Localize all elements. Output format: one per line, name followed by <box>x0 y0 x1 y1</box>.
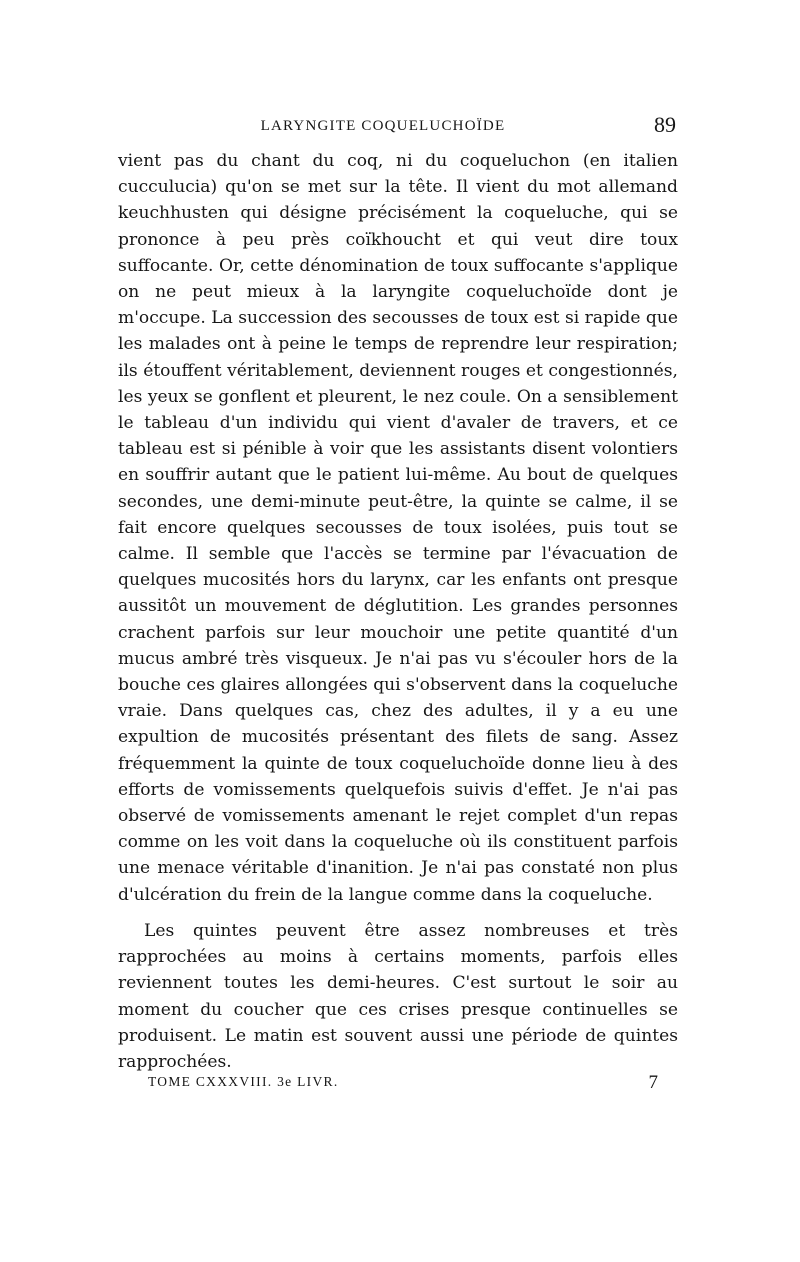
signature-number: 7 <box>648 1072 658 1093</box>
paragraph-quintes: Les quintes peuvent être assez nombreuses et très rapprochées au moins à certains moments, parfois elles reviennent toutes les demi-heures. C'est surtout le soir au moment du coucher que ces crises presque continuelles se produisent. Le matin est souvent aussi une période de quintes rapprochées. <box>118 920 678 1072</box>
page-footer <box>148 1072 658 1096</box>
running-head <box>118 112 678 142</box>
page-number: 89 <box>654 112 676 137</box>
running-title: LARYNGITE COQUELUCHOÏDE <box>260 118 506 134</box>
paragraph-continued: vient pas du chant du coq, ni du coqueluchon (en italien cucculucia) qu'on se met sur la tête. Il vient du mot allemand keuchhusten qui désigne précisément la coqueluche, qui se prononce à peu près coïkhoucht et qui veut dire toux suffocante. Or, cette dénomination de toux suffocante s'applique on ne peut mieux à la laryngite coqueluchoïde dont je m'occupe. La succession des secousses de toux est si rapide que les malades ont à peine le temps de reprendre leur respiration; ils étouffent véritablement, deviennent rouges et congestionnés, les yeux se gonflent et pleurent, le nez coule. On a sensiblement le tableau d'un individu qui vient d'avaler de travers, et ce tableau est si pénible à voir que les assistants disent volontiers en souffrir autant que le patient lui-même. Au bout de quelques secondes, une demi-minute peut-être, la quinte se calme, il se fait encore quelques secousses de toux isolées, puis tout se calme. Il semble que l'accès se termine par l'évacuation de quelques mucosités hors du larynx, car les enfants ont presque aussitôt un mouvement de déglutition. Les grandes personnes crachent parfois sur leur mouchoir une petite quantité d'un mucus ambré très visqueux. Je n'ai pas vu s'écouler hors de la bouche ces glaires allongées qui s'observent dans la coqueluche vraie. Dans quelques cas, chez des adultes, il y a eu une expultion de mucosités présentant des filets de sang. Assez fréquemment la quinte de toux coqueluchoïde donne lieu à des efforts de vomissements quelquefois suivis d'effet. Je n'ai pas observé de vomissements amenant le rejet complet d'un repas comme on les voit dans la coqueluche où ils constituent parfois une menace véritable d'inanition. Je n'ai pas constaté non plus d'ulcération du frein de la langue comme dans la coqueluche. <box>118 151 678 905</box>
body-text <box>118 148 678 1075</box>
printer-signature: TOME CXXXVIII. 3e LIVR. <box>148 1074 339 1089</box>
